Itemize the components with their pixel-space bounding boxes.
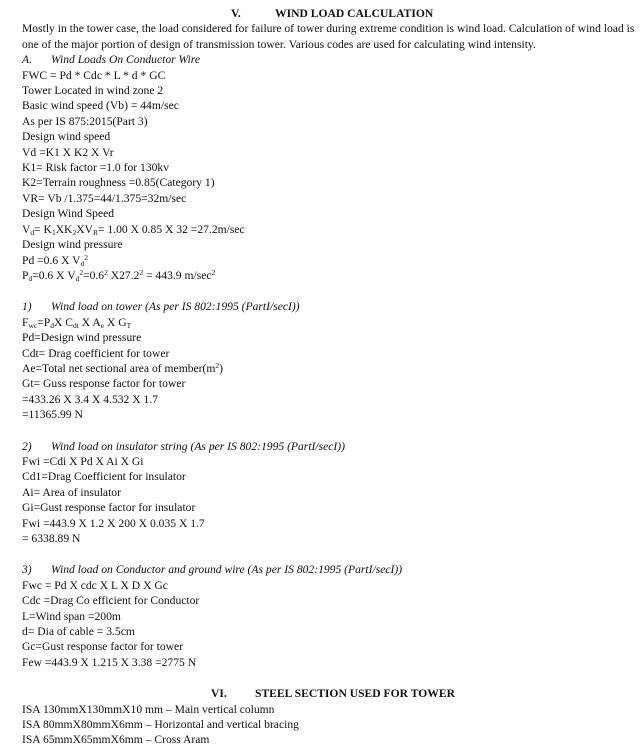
subscript: R [92,227,98,237]
subscript: d [80,258,85,268]
section-title: STEEL SECTION USED FOR TOWER [255,687,455,701]
steel-section-3: ISA 65mmX65mmX6mm – Cross Aram [22,733,210,747]
text-part: = 443.9 m/sec [143,268,212,282]
steel-section-2: ISA 80mmX80mmX6mm – Horizontal and vertical bracing [22,718,299,732]
subscript: dt [72,320,79,330]
text-part: = K [34,222,52,236]
gt-definition: Gt= Guss response factor for tower [22,377,186,391]
vd-calculation [22,222,640,237]
k2-text: K2=Terrain roughness =0.85(Category 1) [22,176,215,190]
subscript: T [126,320,132,330]
subsection-number: 1) [22,300,32,314]
text-part: X C [53,315,73,329]
insulator-formula: Fwi =Cdi X Pd X Ai X Gi [22,454,144,468]
code-reference: As per IS 875:2015(Part 3) [22,114,148,128]
ai-definition: Ai= Area of insulator [22,485,121,499]
subsection-title: Wind load on tower (As per IS 802:1995 (PartI/secI)) [51,300,300,314]
text-part: Pd =0.6 X V [22,253,81,267]
gi-definition: Gi=Gust response factor for insulator [22,501,196,515]
pd-calculation [22,268,640,283]
vr-text: VR= Vb /1.375=44/1.375=32m/sec [22,191,187,205]
insulator-result: = 6338.89 N [22,532,81,545]
subscript: 1 [51,227,56,237]
subscript: d [28,273,33,283]
section-title: WIND LOAD CALCULATION [275,7,434,20]
superscript: 2 [215,360,220,370]
superscript: 2 [211,267,216,277]
subsection-number: A. [22,53,32,67]
intro-line-1: Mostly in the tower case, the load considered for failure of tower during extreme condition is wind load. Calculation of wind load is [22,22,635,36]
symbol: F [22,315,29,329]
subsection-title: Wind load on Conductor and ground wire (As per IS 802:1995 (PartI/secI)) [51,563,403,577]
section-number: VI. [211,687,227,701]
design-wind-speed-label: Design wind speed [22,130,111,144]
text-part: =0.6 [83,268,105,282]
tower-result: =11365.99 N [22,408,83,422]
conductor-calculation: Few =443.9 X 1.215 X 3.38 =2775 N [22,655,197,669]
insulator-calculation: Fwi =443.9 X 1.2 X 200 X 0.035 X 1.7 [22,516,205,530]
text-part: X27.2 [107,268,140,282]
subsection-title: Wind load on insulator string (As per IS 802:1995 (PartI/secI)) [51,439,346,453]
subsection-3-heading [22,562,640,577]
text-part: X G [104,315,127,329]
subscript: d [30,227,35,237]
subscript: 2 [72,227,77,237]
text-part: ) [219,361,224,375]
basic-wind-speed: Basic wind speed (Vb) = 44m/sec [22,99,179,113]
k1-text: K1= Risk factor =1.0 for 130kv [22,161,170,175]
wind-zone-text: Tower Located in wind zone 2 [22,84,164,98]
superscript: 2 [84,252,89,262]
subscript: d [75,273,80,283]
subsection-1-heading [22,299,640,314]
ae-definition [22,361,640,376]
subsection-title: Wind Loads On Conductor Wire [51,53,201,67]
subsection-2-heading [22,439,640,454]
pd-formula [22,253,640,268]
fwc-formula: FWC = Pd * Cdc * L * d * GC [22,68,166,82]
text-part: X A [78,315,101,329]
text-part: XK [55,222,73,236]
design-wind-pressure-label: Design wind pressure [22,238,123,252]
design-wind-speed-label-2: Design Wind Speed [22,207,115,221]
subsection-number: 3) [22,563,32,577]
tower-calculation: =433.26 X 3.4 X 4.532 X 1.7 [22,392,159,406]
cdc-definition: Cdc =Drag Co efficient for Conductor [22,594,200,608]
superscript: 2 [139,267,144,277]
text-part: =P [37,315,51,329]
text-part: XV [76,222,93,236]
tower-wind-formula [22,315,640,330]
intro-line-2: one of the major portion of design of transmission tower. Various codes are used for calculating wind intensity. [22,37,536,51]
superscript: 2 [79,267,84,277]
section-5-heading [22,6,640,21]
text-part: Ae=Total net sectional area of member(m [22,361,216,375]
gc-definition: Gc=Gust response factor for tower [22,640,184,654]
cdt-definition: Cdt= Drag coefficient for tower [22,346,170,360]
subscript: e [100,320,105,330]
symbol: P [22,268,29,282]
text-part: =0.6 X V [32,268,76,282]
subsection-a-heading [22,52,640,67]
text-part: = 1.00 X 0.85 X 32 =27.2m/sec [97,222,245,236]
vd-formula: Vd =K1 X K2 X Vr [22,145,114,159]
subscript: wc [28,320,38,330]
pd-definition: Pd=Design wind pressure [22,331,142,345]
section-6-heading [22,686,640,701]
conductor-formula: Fwc = Pd X cdc X L X D X Gc [22,578,168,592]
symbol: V [22,222,31,236]
wind-span: L=Wind span =200m [22,609,121,623]
section-number: V. [231,7,241,20]
superscript: 2 [104,267,108,277]
cd1-definition: Cd1=Drag Coefficient for insulator [22,470,186,484]
subscript: d [50,320,54,330]
cable-diameter: d= Dia of cable = 3.5cm [22,625,135,639]
steel-section-1: ISA 130mmX130mmX10 mm – Main vertical column [22,702,275,716]
subsection-number: 2) [22,439,32,453]
